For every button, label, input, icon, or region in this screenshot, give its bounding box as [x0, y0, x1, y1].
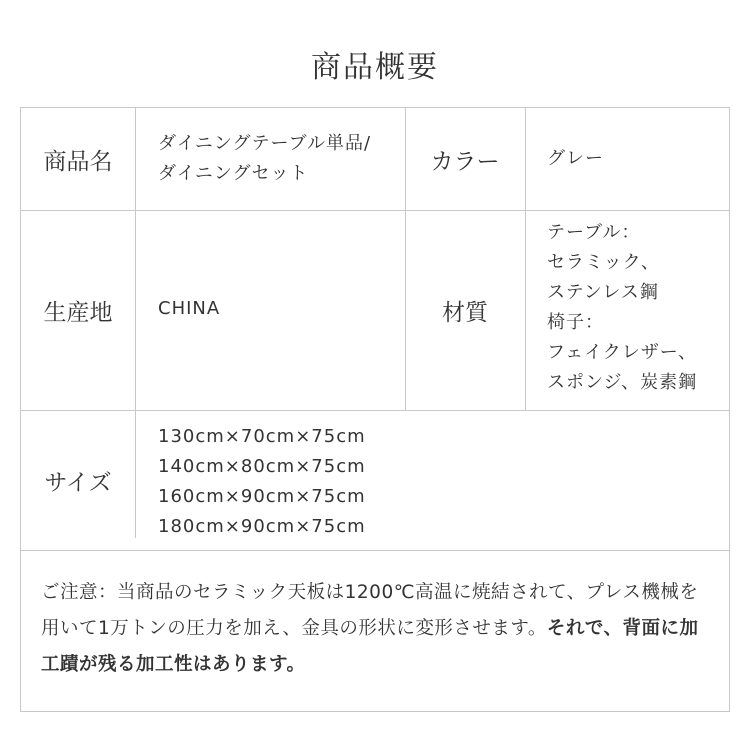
size-line: 130cm×70cm×75cm	[158, 426, 366, 447]
product-name-line: ダイニングセット	[158, 163, 309, 184]
size-label: サイズ	[44, 469, 112, 496]
page-title: 商品概要	[311, 50, 439, 85]
notice-text	[41, 575, 711, 683]
size-line: 140cm×80cm×75cm	[158, 456, 366, 477]
product-name-label: 商品名	[43, 148, 113, 175]
notice-emphasis: それで、背面に加工蹟が残る加工性はあります。	[41, 618, 699, 675]
material-line: ステンレス鋼	[547, 282, 659, 303]
origin-value: CHINA	[158, 298, 221, 319]
size-value	[158, 422, 366, 542]
material-line: スポンジ、炭素鋼	[547, 372, 698, 393]
color-value: グレー	[547, 148, 604, 169]
material-line: セラミック、	[547, 252, 660, 273]
spec-table	[20, 107, 730, 712]
column-divider	[135, 108, 136, 410]
material-label: 材質	[442, 299, 488, 326]
column-divider	[525, 108, 526, 410]
size-line: 180cm×90cm×75cm	[158, 516, 366, 537]
material-line: テーブル：	[547, 222, 641, 243]
material-value	[547, 218, 697, 398]
notice-cell	[21, 550, 729, 711]
material-line: フェイクレザー、	[547, 342, 698, 363]
origin-label: 生産地	[43, 299, 113, 326]
column-divider	[135, 410, 136, 538]
size-line: 160cm×90cm×75cm	[158, 486, 366, 507]
product-name-value	[158, 129, 371, 189]
product-name-line: ダイニングテーブル単品/	[158, 133, 372, 154]
color-label: カラー	[430, 148, 500, 175]
notice-normal: ご注意：当商品のセラミック天板は1200℃高温に焼結されて、プレス機械を用いて1万トンの圧力を加え、金具の形状に変形させます。	[41, 582, 699, 639]
material-line: 椅子：	[547, 312, 604, 333]
